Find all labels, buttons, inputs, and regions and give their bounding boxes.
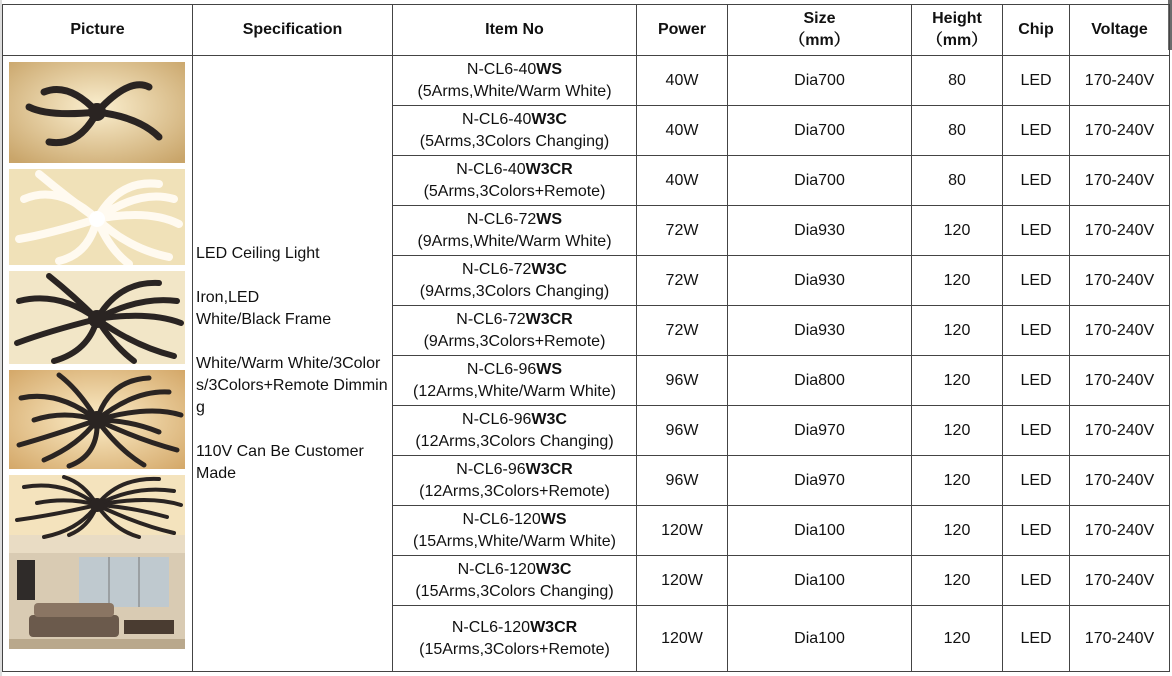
header-size-unit: （mm） [789, 32, 850, 49]
chip-cell: LED [1003, 506, 1070, 556]
item-suffix: W3CR [525, 460, 573, 478]
header-power: Power [637, 5, 728, 56]
power-cell: 72W [637, 306, 728, 356]
chip-cell: LED [1003, 306, 1070, 356]
item-desc: (9Arms,3Colors Changing) [419, 282, 610, 300]
item-no-cell [393, 306, 637, 356]
chip-cell: LED [1003, 256, 1070, 306]
item-desc: (5Arms,3Colors+Remote) [423, 182, 606, 200]
power-cell: 120W [637, 506, 728, 556]
size-cell: Dia800 [728, 356, 912, 406]
item-desc: (12Arms,White/Warm White) [413, 382, 616, 400]
height-cell: 80 [912, 156, 1003, 206]
item-prefix: N-CL6-120 [457, 560, 536, 578]
spec-line-material-b: White/Black Frame [196, 310, 332, 328]
voltage-cell: 170-240V [1070, 606, 1170, 672]
size-cell: Dia700 [728, 156, 912, 206]
item-suffix: WS [540, 510, 567, 528]
item-prefix: N-CL6-72 [456, 310, 526, 328]
power-cell: 72W [637, 256, 728, 306]
height-cell: 120 [912, 256, 1003, 306]
voltage-cell: 170-240V [1070, 556, 1170, 606]
size-cell: Dia930 [728, 306, 912, 356]
chip-cell: LED [1003, 156, 1070, 206]
voltage-cell: 170-240V [1070, 306, 1170, 356]
item-prefix: N-CL6-40 [466, 60, 537, 78]
header-size-label: Size [803, 10, 836, 27]
header-chip: Chip [1003, 5, 1070, 56]
ceiling-light-12-arms-photo [9, 370, 185, 469]
size-cell: Dia100 [728, 556, 912, 606]
ceiling-light-9-arms-photo [9, 271, 185, 364]
height-cell: 80 [912, 106, 1003, 156]
item-suffix: W3CR [525, 310, 573, 328]
power-cell: 96W [637, 356, 728, 406]
item-suffix: W3C [531, 260, 567, 278]
size-cell: Dia100 [728, 506, 912, 556]
power-cell: 40W [637, 56, 728, 106]
item-prefix: N-CL6-40 [462, 110, 532, 128]
height-cell: 120 [912, 556, 1003, 606]
chip-cell: LED [1003, 106, 1070, 156]
item-prefix: N-CL6-120 [451, 618, 531, 636]
height-cell: 120 [912, 356, 1003, 406]
size-cell: Dia930 [728, 206, 912, 256]
item-suffix: W3C [535, 560, 572, 578]
item-prefix: N-CL6-96 [456, 460, 526, 478]
table-row [3, 56, 1170, 106]
item-suffix: W3C [531, 110, 567, 128]
item-suffix: W3C [531, 410, 567, 428]
size-cell: Dia930 [728, 256, 912, 306]
spec-line-type: LED Ceiling Light [196, 244, 320, 262]
spec-line-color: White/Warm White/3Colors/3Colors+Remote Dimming [196, 354, 388, 416]
spec-line-voltage-note: 110V Can Be Customer Made [196, 442, 364, 482]
size-cell: Dia970 [728, 406, 912, 456]
item-desc: (12Arms,3Colors Changing) [415, 432, 614, 450]
item-no-cell [393, 56, 637, 106]
item-no-cell [393, 406, 637, 456]
item-prefix: N-CL6-40 [456, 160, 526, 178]
height-cell: 120 [912, 456, 1003, 506]
item-desc: (5Arms,3Colors Changing) [419, 132, 610, 150]
product-spec-table [2, 4, 1170, 672]
chip-cell: LED [1003, 606, 1070, 672]
ceiling-light-5-arms-photo [9, 62, 185, 163]
height-cell: 120 [912, 206, 1003, 256]
item-suffix: W3CR [525, 160, 573, 178]
power-cell: 40W [637, 156, 728, 206]
ceiling-light-15-arms-room-photo [9, 475, 185, 649]
voltage-cell: 170-240V [1070, 456, 1170, 506]
item-no-cell [393, 156, 637, 206]
header-specification: Specification [193, 5, 393, 56]
chip-cell: LED [1003, 206, 1070, 256]
item-desc: (15Arms,3Colors Changing) [415, 582, 614, 600]
item-no-cell [393, 556, 637, 606]
power-cell: 120W [637, 556, 728, 606]
voltage-cell: 170-240V [1070, 206, 1170, 256]
item-no-cell [393, 256, 637, 306]
voltage-cell: 170-240V [1070, 106, 1170, 156]
height-cell: 120 [912, 406, 1003, 456]
header-item-no: Item No [393, 5, 637, 56]
item-no-cell [393, 206, 637, 256]
voltage-cell: 170-240V [1070, 356, 1170, 406]
header-voltage: Voltage [1070, 5, 1170, 56]
item-prefix: N-CL6-72 [462, 260, 532, 278]
picture-cell [3, 56, 193, 672]
item-prefix: N-CL6-72 [466, 210, 537, 228]
item-desc: (15Arms,White/Warm White) [413, 532, 616, 550]
item-desc: (12Arms,3Colors+Remote) [419, 482, 610, 500]
header-height-label: Height [932, 10, 982, 27]
header-size [728, 5, 912, 56]
item-suffix: WS [536, 60, 563, 78]
power-cell: 120W [637, 606, 728, 672]
header-row [3, 5, 1170, 56]
item-suffix: WS [536, 210, 563, 228]
chip-cell: LED [1003, 56, 1070, 106]
power-cell: 96W [637, 456, 728, 506]
item-no-cell [393, 106, 637, 156]
height-cell: 80 [912, 56, 1003, 106]
item-suffix: W3CR [530, 618, 578, 636]
voltage-cell: 170-240V [1070, 156, 1170, 206]
item-desc: (9Arms,White/Warm White) [417, 232, 612, 250]
item-prefix: N-CL6-96 [462, 410, 532, 428]
size-cell: Dia700 [728, 56, 912, 106]
height-cell: 120 [912, 606, 1003, 672]
voltage-cell: 170-240V [1070, 506, 1170, 556]
item-no-cell [393, 606, 637, 672]
item-desc: (9Arms,3Colors+Remote) [423, 332, 606, 350]
item-desc: (15Arms,3Colors+Remote) [419, 640, 610, 658]
item-no-cell [393, 456, 637, 506]
power-cell: 96W [637, 406, 728, 456]
item-desc: (5Arms,White/Warm White) [417, 82, 612, 100]
voltage-cell: 170-240V [1070, 406, 1170, 456]
size-cell: Dia700 [728, 106, 912, 156]
item-prefix: N-CL6-120 [462, 510, 541, 528]
height-cell: 120 [912, 306, 1003, 356]
height-cell: 120 [912, 506, 1003, 556]
header-height-unit: （mm） [926, 32, 988, 49]
chip-cell: LED [1003, 456, 1070, 506]
power-cell: 40W [637, 106, 728, 156]
voltage-cell: 170-240V [1070, 256, 1170, 306]
voltage-cell: 170-240V [1070, 56, 1170, 106]
ceiling-light-9-arms-white-photo [9, 169, 185, 265]
item-suffix: WS [536, 360, 563, 378]
chip-cell: LED [1003, 406, 1070, 456]
chip-cell: LED [1003, 356, 1070, 406]
size-cell: Dia100 [728, 606, 912, 672]
item-prefix: N-CL6-96 [466, 360, 537, 378]
spec-line-material [196, 287, 388, 331]
header-height [912, 5, 1003, 56]
item-no-cell [393, 506, 637, 556]
item-no-cell [393, 356, 637, 406]
size-cell: Dia970 [728, 456, 912, 506]
specification-cell [193, 56, 393, 672]
header-picture: Picture [3, 5, 193, 56]
power-cell: 72W [637, 206, 728, 256]
spec-line-material-a: Iron,LED [196, 288, 260, 306]
chip-cell: LED [1003, 556, 1070, 606]
